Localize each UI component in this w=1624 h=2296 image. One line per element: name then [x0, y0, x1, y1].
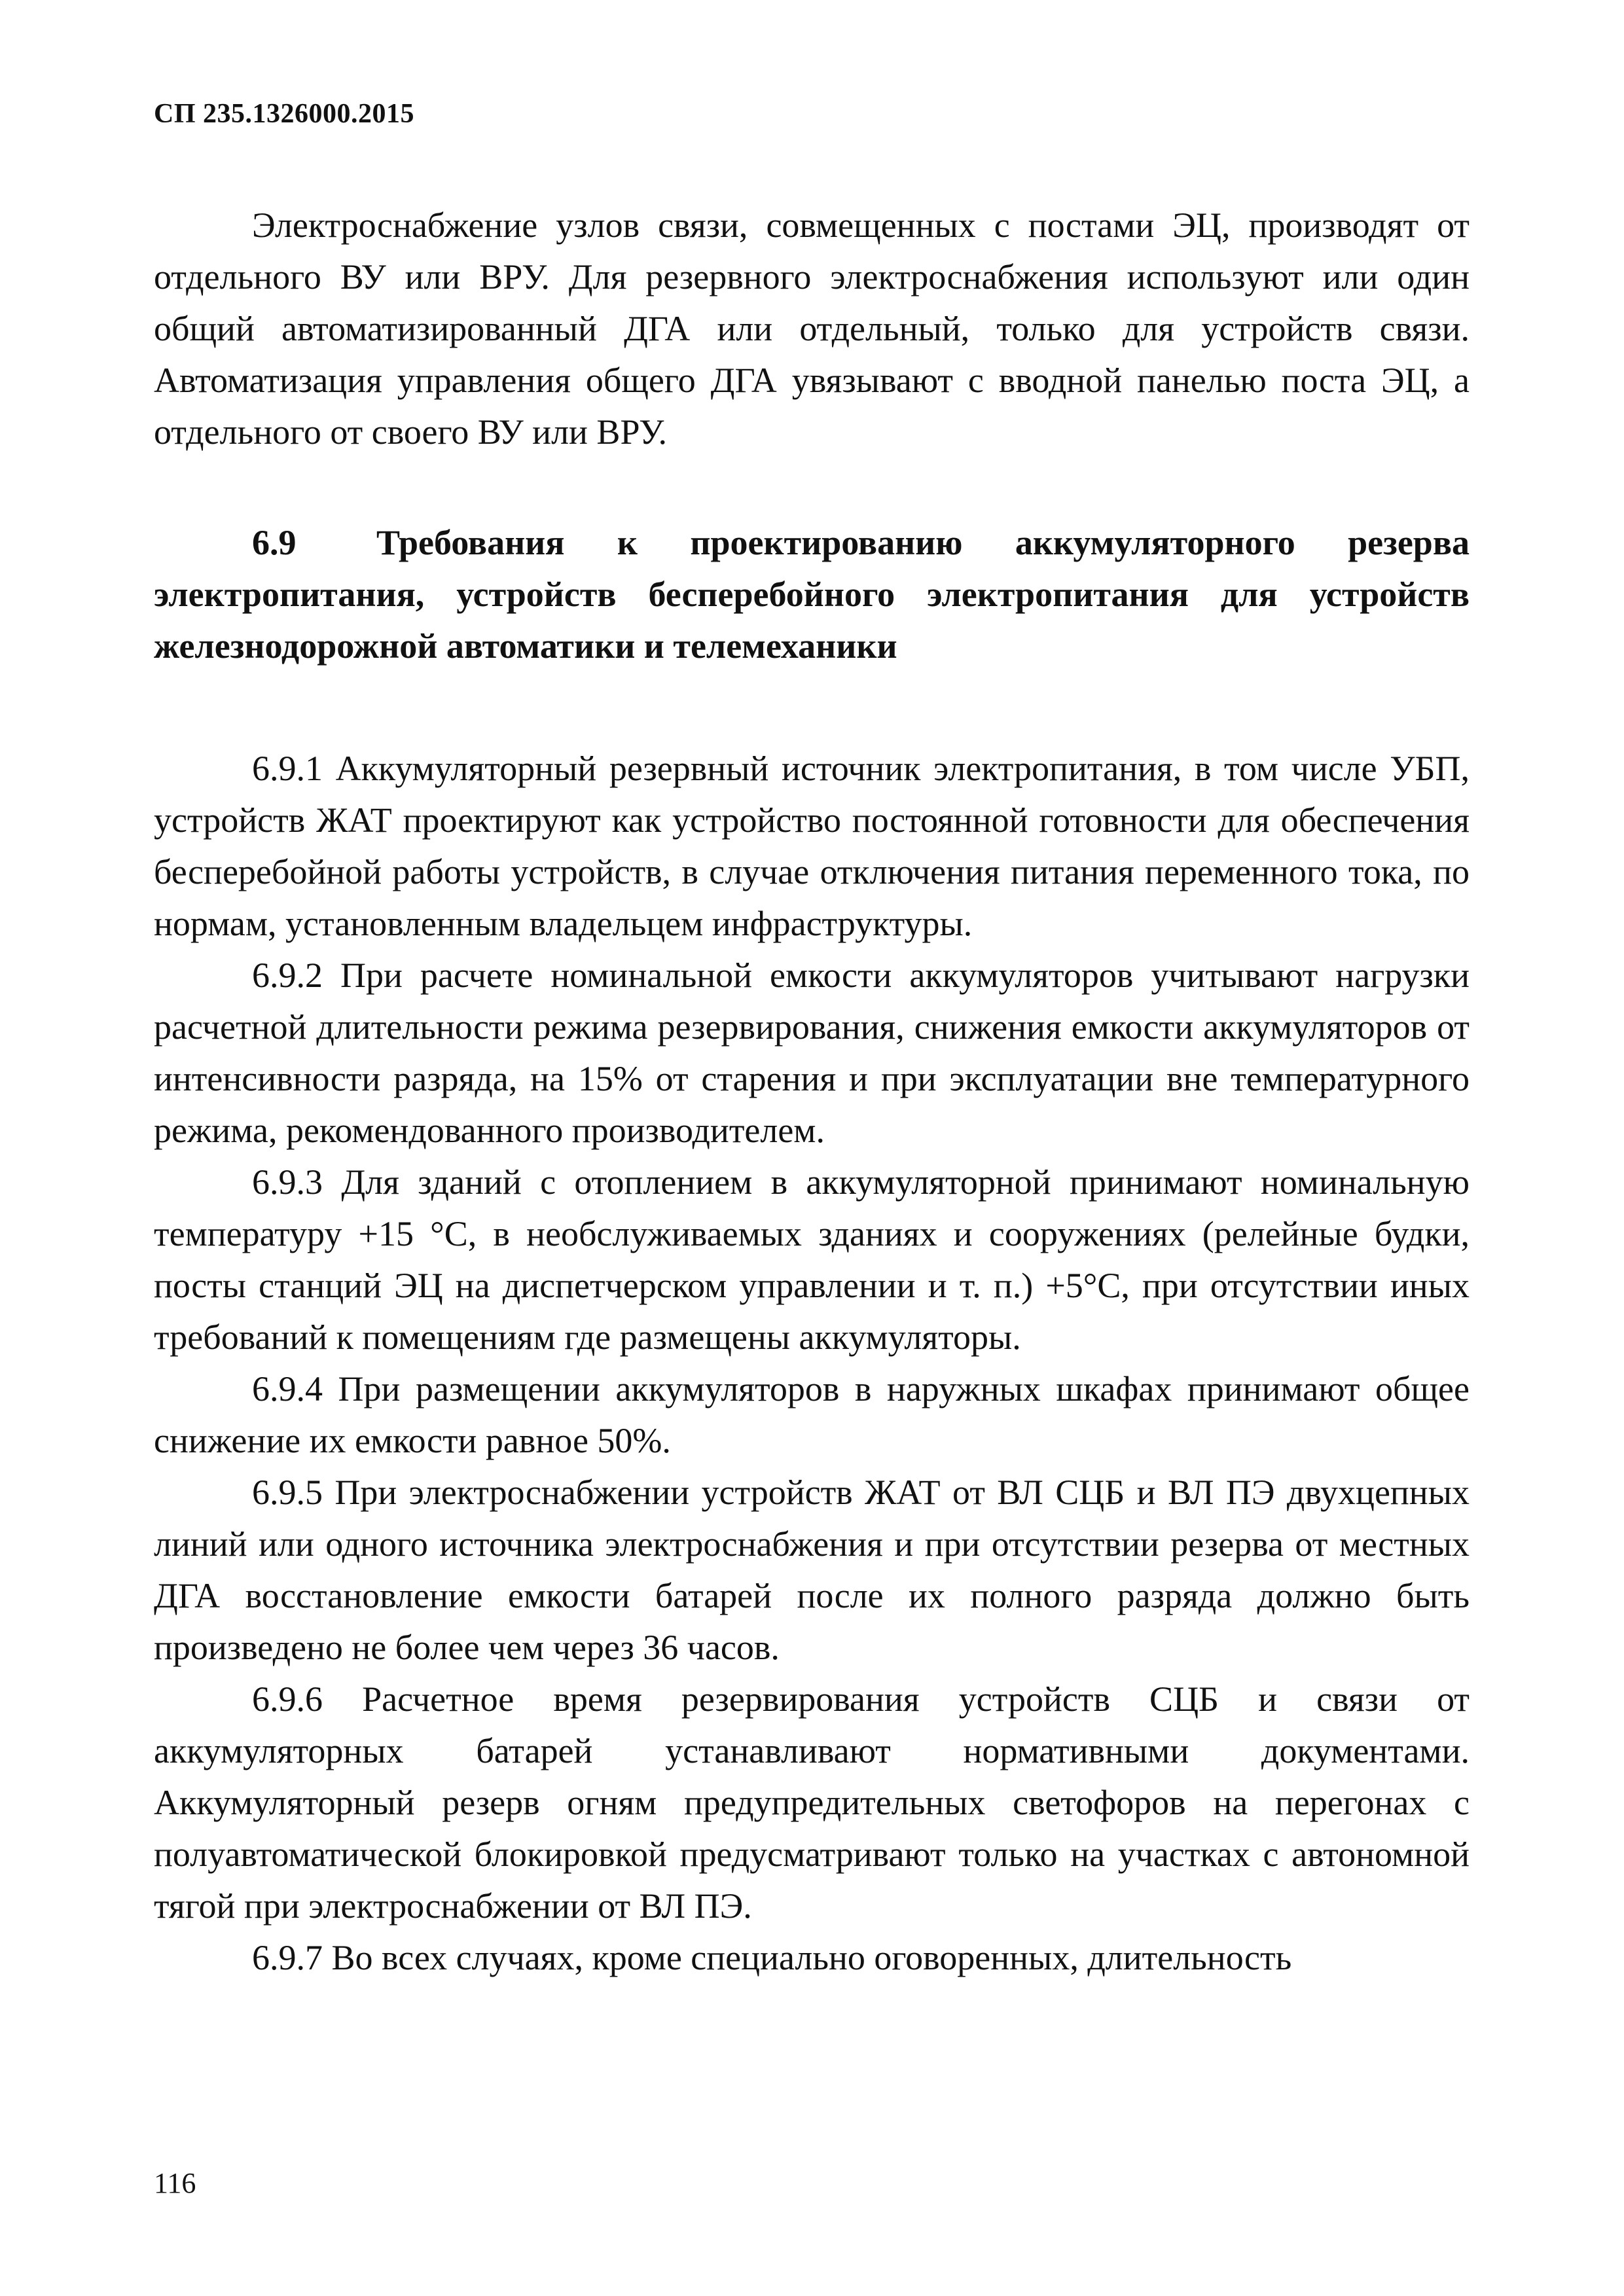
clause-6-9-6: 6.9.6 Расчетное время резервирования устройств СЦБ и связи от аккумуляторных батарей устанавливают нормативными документами. Аккумуляторный резерв огням предупредительных светофоров на перегонах с полуавтоматической блокировкой предусматривают только на участках с автономной тягой при электроснабжении от ВЛ ПЭ.	[154, 1679, 1470, 1926]
clause-6-9-4: 6.9.4 При размещении аккумуляторов в наружных шкафах принимают общее снижение их емкости равное 50%.	[154, 1369, 1470, 1460]
clause-list	[154, 743, 1470, 1984]
intro-paragraph: Электроснабжение узлов связи, совмещенных с постами ЭЦ, производят от отдельного ВУ или ВРУ. Для резервного электроснабжения используют или один общий автоматизированный ДГА или отдельный, только для устройств связи. Автоматизация управления общего ДГА увязывают с вводной панелью поста ЭЦ, а отдельного от своего ВУ или ВРУ.	[154, 206, 1470, 452]
clause-6-9-3: 6.9.3 Для зданий с отоплением в аккумуляторной принимают номинальную температуру +15 °С, в необслуживаемых зданиях и сооружениях (релейные будки, посты станций ЭЦ на диспетчерском управлении и т. п.) +5°С, при отсутствии иных требований к помещениям где размещены аккумуляторы.	[154, 1162, 1470, 1357]
section-heading	[154, 517, 1470, 672]
clause-6-9-7: 6.9.7 Во всех случаях, кроме специально оговоренных, длительность	[252, 1938, 1292, 1977]
section-number: 6.9	[252, 523, 297, 562]
clause-6-9-1: 6.9.1 Аккумуляторный резервный источник электропитания, в том числе УБП, устройств ЖАТ проектируют как устройство постоянной готовности для обеспечения бесперебойной работы устройств, в случае отключения питания переменного тока, по нормам, установленным владельцем инфраструктуры.	[154, 749, 1470, 943]
clause-6-9-2: 6.9.2 При расчете номинальной емкости аккумуляторов учитывают нагрузки расчетной длительности режима резервирования, снижения емкости аккумуляторов от интенсивности разряда, на 15% от старения и при эксплуатации вне температурного режима, рекомендованного производителем.	[154, 956, 1470, 1150]
clause-6-9-5: 6.9.5 При электроснабжении устройств ЖАТ от ВЛ СЦБ и ВЛ ПЭ двухцепных линий или одного источника электроснабжения и при отсутствии резерва от местных ДГА восстановление емкости батарей после их полного разряда должно быть произведено не более чем через 36 часов.	[154, 1473, 1470, 1667]
section-title: Требования к проектированию аккумуляторного резерва электропитания, устройств бесперебойного электропитания для устройств железнодорожной автоматики и телемеханики	[154, 523, 1470, 666]
document-code-header: СП 235.1326000.2015	[154, 99, 414, 129]
page-number: 116	[154, 2167, 196, 2199]
